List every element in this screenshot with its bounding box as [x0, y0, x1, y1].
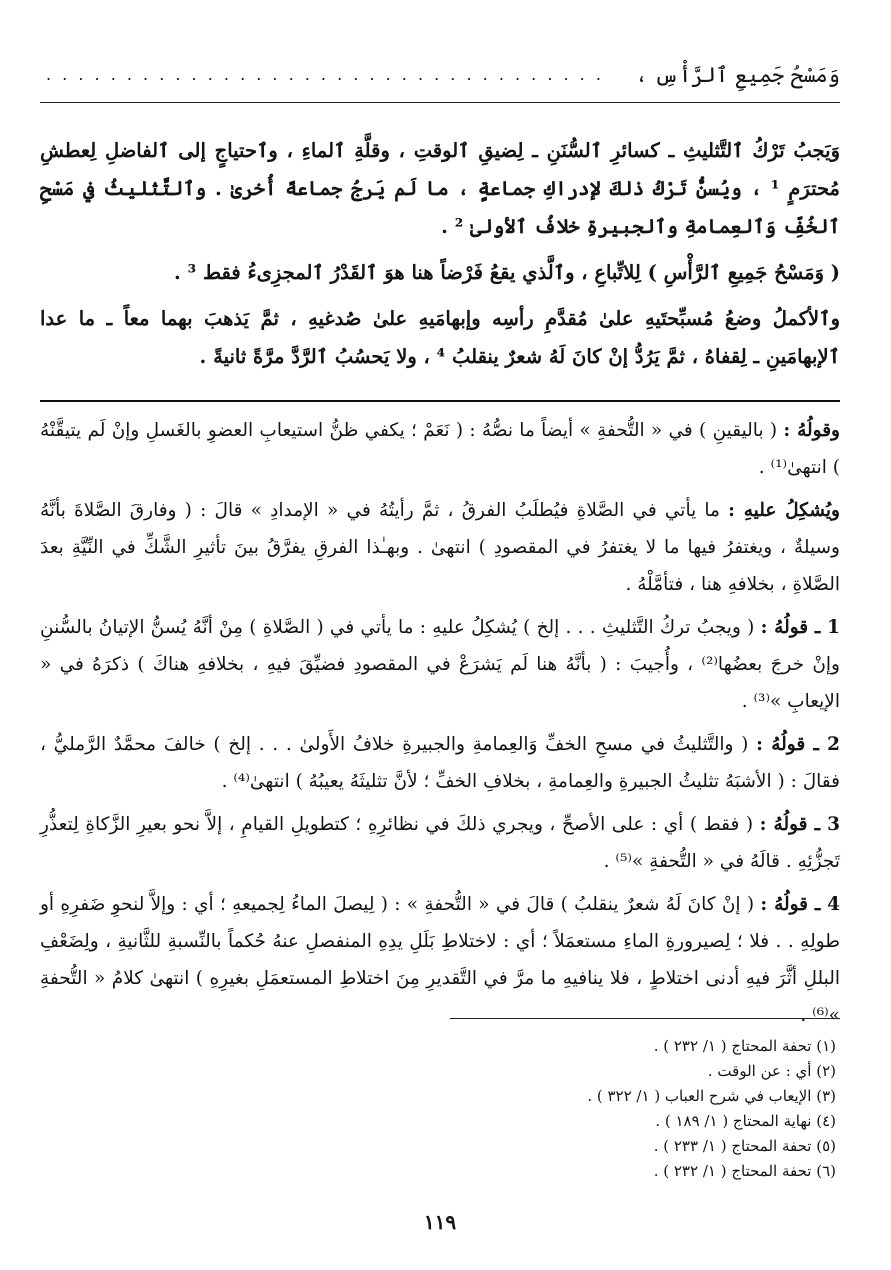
main-text — [40, 132, 840, 384]
commentary-paragraph — [40, 492, 840, 603]
main-text-paragraph: وٱلأكملُ وضعُ مُسبِّحتَيهِ علىٰ مُقدَّمِ رأسِه وإبهامَيهِ علىٰ صُدغيهِ ، ثمَّ يَذهبَ بهما معاً ـ ما عدا ٱلإبهامَينِ ـ لِقفاهُ ، ثمَّ يَرُدُّ إنْ كانَ لَهُ شعرٌ ينقلبُ ⁴ ، ولا يَحسُبُ ٱلرَّدَّ مرَّةً ثانيةً . — [40, 307, 840, 368]
footnote: (٦) تحفة المحتاج ( ١/ ٢٣٢ ) . — [653, 1162, 836, 1180]
commentary-label: ويُشكِلُ عليهِ : — [728, 500, 840, 521]
commentary — [40, 412, 840, 1040]
footnote-divider — [450, 1018, 840, 1019]
book-page — [40, 0, 840, 1270]
commentary-paragraph — [40, 412, 840, 486]
commentary-label: 4 ـ قولُهُ : — [760, 894, 841, 915]
page-number: ١١٩ — [423, 1210, 457, 1234]
footnotes — [340, 1034, 836, 1184]
commentary-divider — [40, 400, 840, 402]
commentary-label: وقولُهُ : — [783, 420, 840, 441]
footnote: (٥) تحفة المحتاج ( ١/ ٢٣٣ ) . — [653, 1137, 836, 1155]
commentary-text: ما يأتي في الصَّلاةِ فيُطلَبُ الفرقُ ، ثمَّ رأيتُهُ في « الإمدادِ » قالَ : ( وفارقَ الصَّلاةَ بأنَّهُ وسيلةٌ ، ويغتفرُ فيها ما لا يغتفرُ في المقصودِ ) انتهىٰ . وبهـٰذا الفرقِ يفرَّقُ بينَ تأثيرِ الشَّكِّ في النِّيَّةِ بعدَ الصَّلاةِ ، بخلافهِ هنا ، فتأمَّلْهُ . — [40, 500, 840, 595]
commentary-paragraph — [40, 886, 840, 1034]
commentary-text: ( إنْ كانَ لَهُ شعرٌ ينقلبُ ) قالَ في « التُّحفةِ » : ( لِيصلَ الماءُ لِجميعهِ ؛ أي : وإلاَّ لنحوِ ضَفرِهِ أو طولِهِ . . فلا ؛ لِصيرورةِ الماءِ مستعمَلاً ؛ أي : لاختلاطِ بَلَلِ يدِهِ المنفصلِ عنهُ حُكماً بالنِّسبةِ للثَّانيةِ ، ولِضَعْفِ البللِ أثَّرَ فيهِ أدنى اختلاطٍ ، فلا ينافيهِ ما مرَّ في التَّقديرِ مِنَ اختلاطِ المستعمَلِ بغيرِهِ ) انتهىٰ كلامُ « التُّحفةِ »⁽⁶⁾ . — [40, 894, 840, 1026]
commentary-text: ( فقط ) أي : على الأصحِّ ، ويجري ذلكَ في نظائرِهِ ؛ كتطويلِ القيامِ ، إلاَّ نحو بعيرِ الزَّكاةِ لِتعذُّرِ تَجزُّئِهِ . قالَهُ في « التُّحفةِ »⁽⁵⁾ . — [40, 814, 840, 872]
commentary-label: 3 ـ قولُهُ : — [759, 814, 840, 835]
commentary-text: ( باليقينِ ) في « التُّحفةِ » أيضاً ما نصُّهُ : ( نَعَمْ ؛ يكفي ظنُّ استيعابِ العضوِ بالغَسلِ وإنْ لَم يتيقَّنْهُ ) انتهىٰ⁽¹⁾ . — [40, 420, 840, 478]
commentary-label: 1 ـ قولُهُ : — [760, 617, 840, 638]
commentary-paragraph — [40, 609, 840, 720]
main-text-paragraph: ( وَمَسْحُ جَمِيعِ ٱلرَّأْسِ ) لِلاتِّباعِ ، وٱلَّذي يقعُ فَرْضاً هنا هوَ ٱلقَدْرُ ٱلمجزِىءُ فقط ³ . — [174, 261, 840, 284]
commentary-paragraph — [40, 806, 840, 880]
commentary-text: ( ويجبُ تركُ التَّثليثِ . . . إلخ ) يُشكِلُ عليهِ : ما يأتي في ( الصَّلاةِ ) مِنْ أنَّهُ يُسنُّ الإتيانُ بالسُّننِ وإنْ خرجَ بعضُها⁽²⁾ ، وأُجيبَ : ( بأنَّهُ هنا لَم يَشرَعْ في المقصودِ فضيِّقَ فيهِ ، بخلافهِ هناكَ ) ذكرَهُ في « الإيعابِ »⁽³⁾ . — [40, 617, 840, 712]
footnote: (٤) نهاية المحتاج ( ١/ ١٨٩ ) . — [655, 1112, 836, 1130]
footnote: (٣) الإيعاب في شرح العباب ( ١/ ٣٢٢ ) . — [587, 1087, 836, 1105]
running-header-title: وَمَسْحُ جَمِيعِ ٱلرَّأْسِ ، — [635, 63, 840, 87]
footnote: (٢) أي : عن الوقت . — [707, 1062, 836, 1080]
commentary-label: 2 ـ قولُهُ : — [756, 734, 841, 755]
header-divider — [40, 102, 840, 103]
commentary-paragraph — [40, 726, 840, 800]
commentary-text: ( والتَّثليثُ في مسحِ الخفِّ وَالعِمامةِ والجبيرةِ خلافُ الأَولىٰ . . . إلخ ) خالفَ محمَّدٌ الرَّمليُّ ، فقالَ : ( الأشبَهُ تثليثُ الجبيرةِ والعِمامةِ ، بخلافِ الخفِّ ؛ لأنَّ تثليثَهُ يعيبُهُ ) انتهىٰ⁽⁴⁾ . — [40, 734, 840, 792]
running-header-dots: . . . . . . . . . . . . . . . . . . . . . . . . . . . . . . . . . . . — [46, 65, 604, 84]
running-header — [40, 52, 840, 98]
footnote: (١) تحفة المحتاج ( ١/ ٢٣٢ ) . — [653, 1037, 836, 1055]
main-text-paragraph: وَيَجبُ تَرْكُ ٱلتَّثليثِ ـ كسائرِ ٱلسُّنَنِ ـ لِضيقِ ٱلوقتِ ، وقلَّةِ ٱلماءِ ، وٱحتياجٍ إلى ٱلفاضلِ لِعطشِ مُحترَمٍ ¹ ، ويُسنُّ تَرْكُ ذلكَ لإدراكِ جماعةٍ ، ما لَم يَرجُ جماعةً أُخرىٰ . وٱلتَّثليثُ في مَسْحِ ٱلخُفِّ وَٱلعِمامةِ وٱلجبيرةِ خلافُ ٱلأولىٰ ² . — [40, 139, 841, 238]
